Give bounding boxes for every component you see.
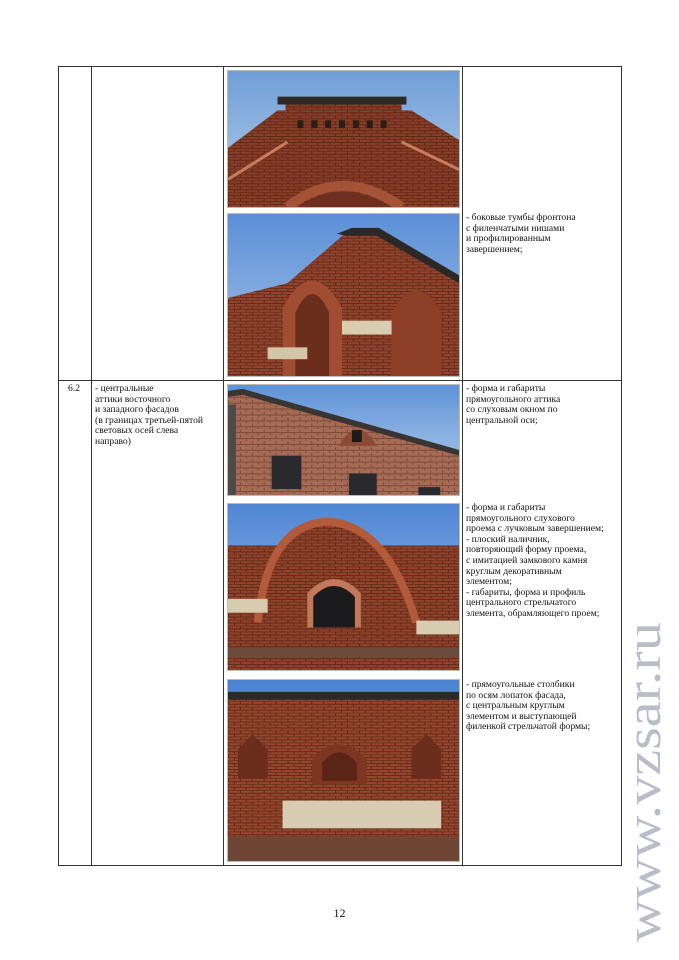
column-divider xyxy=(91,66,92,866)
photo-side-pedestal xyxy=(227,213,460,377)
watermark-text: www.vzsar.ru xyxy=(615,667,671,942)
photo-rectangular-posts xyxy=(227,679,460,862)
row2-description-attic: - форма и габариты прямоугольного аттика со слуховым окном по центральной оси; xyxy=(466,383,561,426)
page-number: 12 xyxy=(333,906,346,920)
row-divider xyxy=(58,380,622,381)
row2-element: - центральные аттики восточного и западного фасадов (в границах третьей-пятой световых осей слева направо) xyxy=(95,383,204,447)
photo-dormer-window xyxy=(227,503,460,671)
row1-description: - боковые тумбы фронтона с филенчатыми нишами и профилированным завершением; xyxy=(466,212,576,255)
row2-description-dormer: - форма и габариты прямоугольного слухового проема с лучковым завершением; - плоский наличник, повторяющий форму проема, с имитацией замкового камня круглым декоративным элементом; - габариты, форма и профиль центрального стрельчатого элемента, обрамляющего проем; xyxy=(466,502,604,619)
row2-description-posts: - прямоугольные столбики по осям лопаток фасада, с центральным круглым элементом и выступающей филенкой стрельчатой формы; xyxy=(466,679,591,733)
column-divider xyxy=(462,66,463,866)
photo-gable-top xyxy=(227,70,460,208)
watermark xyxy=(612,620,672,945)
row2-number: 6.2 xyxy=(68,383,80,394)
photo-central-attic xyxy=(227,384,460,496)
column-divider xyxy=(223,66,224,866)
